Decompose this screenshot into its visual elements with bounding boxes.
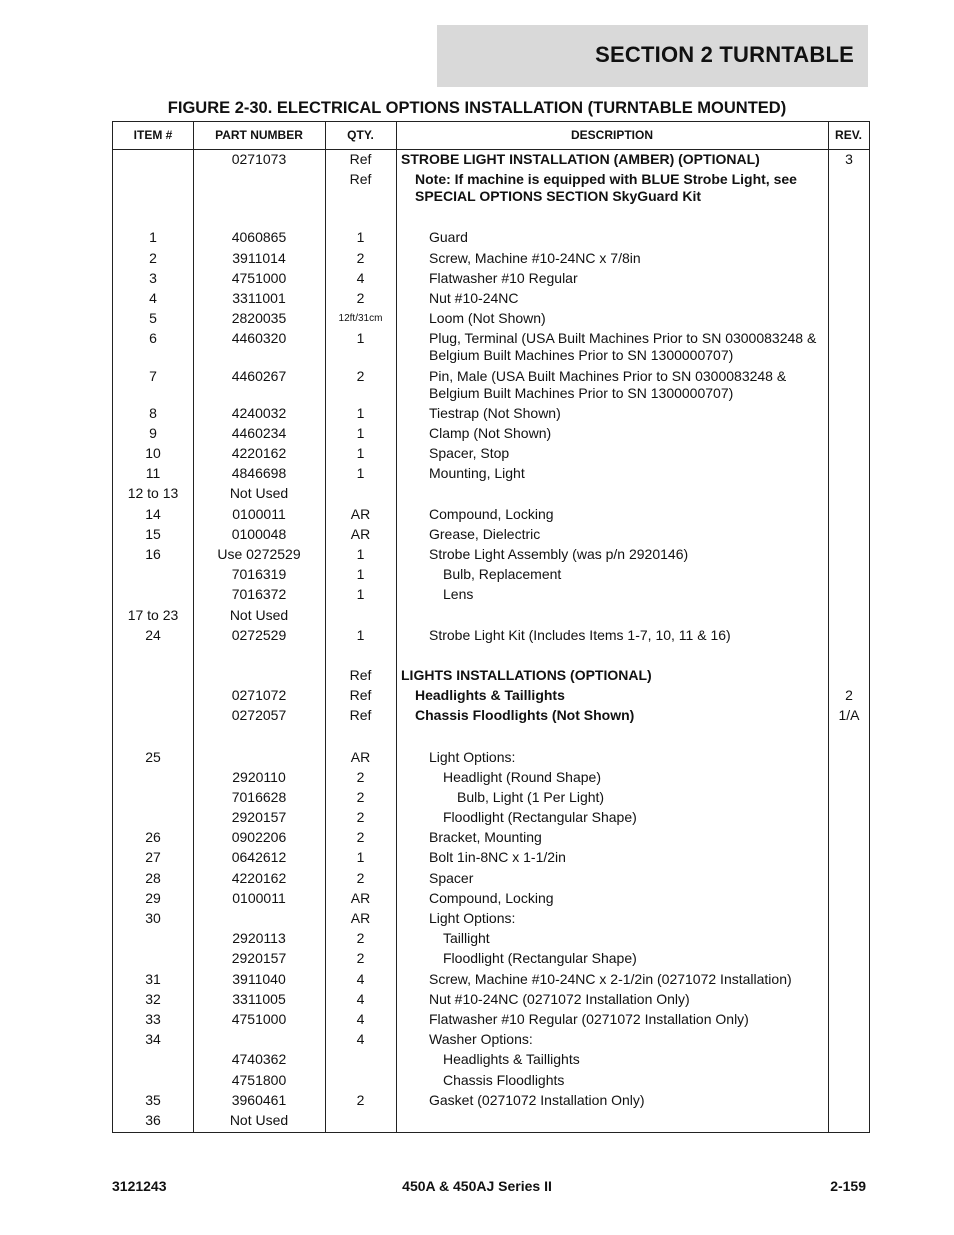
table-row: [113, 707, 869, 748]
cell-item: 31: [145, 970, 161, 987]
cell-item: 3: [149, 269, 157, 286]
section-title: SECTION 2 TURNTABLE: [595, 42, 854, 67]
cell-description: Screw, Machine #10-24NC x 7/8in: [429, 249, 641, 266]
cell-qty: 2: [356, 829, 365, 846]
cell-item: 33: [145, 1010, 161, 1027]
cell-item: 11: [145, 465, 161, 482]
cell-description: Plug, Terminal (USA Built Machines Prior to SN 0300083248 & Belgium Built Machines Prior to SN 1300000707): [429, 330, 817, 364]
cell-qty: Ref: [349, 666, 372, 683]
cell-description: Clamp (Not Shown): [429, 424, 552, 441]
cell-item: 32: [145, 990, 161, 1007]
table-row: [113, 546, 869, 566]
cell-rev: 3: [845, 151, 853, 167]
header-item: ITEM #: [133, 128, 173, 142]
cell-part-number: 3911040: [232, 970, 286, 987]
table-row: [113, 405, 869, 425]
cell-qty: 1: [356, 424, 365, 441]
table-row: [113, 368, 869, 405]
cell-qty: 2: [356, 768, 365, 785]
cell-description: LIGHTS INSTALLATIONS (OPTIONAL): [401, 666, 652, 683]
cell-description: STROBE LIGHT INSTALLATION (AMBER) (OPTIONAL): [401, 151, 760, 167]
header-part-number: PART NUMBER: [215, 128, 303, 142]
cell-item: 30: [145, 910, 161, 926]
cell-description: Gasket (0271072 Installation Only): [429, 1091, 645, 1108]
cell-part-number: 4846698: [231, 465, 287, 482]
cell-description: Screw, Machine #10-24NC x 2-1/2in (0271072 Installation): [429, 970, 792, 987]
cell-description: Bulb, Replacement: [443, 566, 562, 583]
table-row: [113, 1072, 869, 1092]
table-row: [113, 687, 869, 707]
table-row: [113, 991, 869, 1011]
cell-part-number: 7016319: [231, 566, 287, 583]
cell-item: 15: [145, 525, 161, 542]
cell-item: 36: [145, 1111, 161, 1128]
cell-item: 8: [149, 404, 157, 421]
cell-part-number: 0100011: [232, 889, 286, 906]
footer-model: 450A & 450AJ Series II: [402, 1178, 552, 1194]
cell-description: Compound, Locking: [429, 505, 554, 522]
cell-part-number: Not Used: [229, 485, 289, 502]
cell-qty: 4: [356, 970, 365, 987]
cell-qty: AR: [350, 910, 371, 926]
cell-part-number: Not Used: [229, 606, 289, 623]
table-row: [113, 1051, 869, 1071]
cell-qty: 1: [356, 404, 365, 421]
cell-description: Flatwasher #10 Regular (0271072 Installation Only): [429, 1010, 749, 1027]
cell-part-number: 0100048: [231, 525, 287, 542]
table-row: [113, 829, 869, 849]
cell-item: 12 to 13: [127, 485, 179, 502]
table-row: [113, 910, 869, 930]
cell-qty: 4: [356, 269, 365, 286]
cell-description: Flatwasher #10 Regular: [429, 269, 578, 286]
table-row: [113, 465, 869, 485]
table-row: [113, 1011, 869, 1031]
figure-title: FIGURE 2-30. ELECTRICAL OPTIONS INSTALLATION (TURNTABLE MOUNTED): [167, 99, 787, 117]
cell-part-number: 2920157: [231, 809, 287, 826]
cell-part-number: 0271073: [231, 151, 287, 167]
cell-qty: AR: [350, 889, 371, 906]
cell-description: Grease, Dielectric: [429, 525, 541, 542]
cell-description: Washer Options:: [429, 1031, 533, 1048]
cell-description: Spacer: [429, 869, 474, 886]
cell-qty: 2: [356, 930, 365, 947]
cell-item: 4: [149, 289, 157, 306]
footer-page-number: 2-159: [830, 1178, 866, 1194]
table-row: [113, 526, 869, 546]
cell-item: 25: [145, 748, 161, 765]
cell-part-number: 0100011: [232, 505, 286, 522]
table-row: [113, 809, 869, 829]
table-row: [113, 849, 869, 869]
cell-qty: Ref: [349, 687, 372, 704]
table-row: [113, 950, 869, 970]
table-row: [113, 290, 869, 310]
cell-qty: 2: [356, 950, 365, 967]
cell-part-number: 0902206: [231, 829, 287, 846]
cell-qty: 2: [356, 788, 365, 805]
cell-part-number: 4740362: [231, 1051, 287, 1068]
cell-description: Compound, Locking: [429, 889, 554, 906]
cell-part-number: 0271072: [231, 687, 287, 704]
cell-item: 16: [145, 546, 161, 562]
table-row: [113, 890, 869, 910]
cell-item: 14: [145, 505, 161, 522]
cell-item: 28: [145, 869, 161, 886]
cell-description: Floodlight (Rectangular Shape): [443, 950, 637, 967]
cell-description: Headlights & Taillights: [443, 1051, 580, 1068]
cell-description: Bolt 1in-8NC x 1-1/2in: [429, 849, 566, 866]
header-description: DESCRIPTION: [570, 128, 653, 142]
table-row: [113, 270, 869, 290]
cell-rev: 2: [845, 687, 853, 704]
cell-qty: 2: [356, 289, 365, 306]
table-row: [113, 789, 869, 809]
cell-part-number: 3311001: [232, 289, 286, 306]
cell-qty: 2: [356, 809, 365, 826]
cell-item: 34: [145, 1031, 161, 1048]
cell-item: 27: [145, 849, 161, 866]
table-row: [113, 566, 869, 586]
cell-qty: 4: [356, 1031, 365, 1048]
cell-qty: AR: [350, 748, 371, 765]
cell-part-number: 7016372: [231, 586, 287, 603]
cell-item: 7: [149, 367, 157, 384]
cell-qty: 1: [356, 626, 365, 643]
cell-description: Tiestrap (Not Shown): [429, 404, 561, 421]
table-row: [113, 1031, 869, 1051]
cell-description: Nut #10-24NC (0271072 Installation Only): [429, 990, 690, 1007]
table-row: [113, 749, 869, 769]
cell-qty: 12ft/31cm: [338, 313, 383, 325]
cell-item: 5: [149, 310, 157, 327]
cell-part-number: 4240032: [231, 404, 287, 421]
cell-qty: 1: [356, 465, 365, 482]
cell-qty: 2: [356, 869, 365, 886]
footer-doc-number: 3121243: [112, 1178, 167, 1194]
table-row: [113, 171, 869, 229]
header-qty: QTY.: [347, 128, 374, 142]
cell-qty: 4: [356, 990, 365, 1007]
table-row: [113, 1112, 869, 1132]
cell-part-number: 4751000: [231, 1010, 287, 1027]
cell-part-number: 2920113: [232, 930, 286, 947]
cell-item: 9: [149, 424, 157, 441]
section-header: [437, 25, 868, 87]
cell-part-number: 2920110: [232, 768, 286, 785]
cell-description: Taillight: [443, 930, 490, 947]
header-rev: REV.: [835, 128, 862, 142]
table-body: [113, 151, 869, 1132]
cell-part-number: 7016628: [231, 788, 287, 805]
cell-qty: AR: [350, 525, 371, 542]
cell-item: 2: [149, 249, 157, 266]
table-row: [113, 250, 869, 270]
cell-description: Headlights & Taillights: [415, 687, 565, 704]
cell-part-number: 4460320: [231, 330, 287, 347]
cell-item: 1: [149, 229, 157, 246]
cell-description: Mounting, Light: [429, 465, 525, 482]
table-row: [113, 1092, 869, 1112]
cell-description: Strobe Light Assembly (was p/n 2920146): [429, 546, 689, 562]
table-row: [113, 769, 869, 789]
cell-qty: 4: [356, 1010, 365, 1027]
cell-description: Bracket, Mounting: [429, 829, 542, 846]
cell-qty: 1: [356, 566, 365, 583]
cell-item: 29: [145, 889, 161, 906]
cell-part-number: 2820035: [231, 310, 287, 327]
cell-qty: Ref: [349, 707, 372, 724]
cell-item: 35: [145, 1091, 161, 1108]
cell-item: 6: [149, 330, 157, 347]
cell-part-number: 4060865: [231, 229, 287, 246]
cell-qty: 1: [356, 586, 365, 603]
table-row: [113, 445, 869, 465]
table-row: [113, 425, 869, 445]
table-row: [113, 607, 869, 627]
cell-description: Floodlight (Rectangular Shape): [443, 809, 637, 826]
cell-description: Loom (Not Shown): [429, 310, 546, 327]
cell-description: Bulb, Light (1 Per Light): [457, 788, 605, 805]
cell-part-number: 4220162: [231, 869, 287, 886]
cell-part-number: Use 0272529: [217, 546, 301, 562]
cell-qty: 1: [356, 229, 365, 246]
cell-part-number: 0272057: [231, 707, 287, 724]
cell-part-number: 0642612: [231, 849, 287, 866]
cell-part-number: Not Used: [229, 1111, 289, 1128]
cell-item: 26: [145, 829, 161, 846]
table-row: [113, 971, 869, 991]
cell-qty: 1: [356, 445, 365, 462]
cell-description: Guard: [429, 229, 468, 246]
cell-part-number: 3911014: [232, 249, 286, 266]
cell-qty: 2: [356, 1091, 365, 1108]
cell-qty: Ref: [349, 171, 372, 188]
table-row: [113, 627, 869, 667]
cell-qty: 1: [356, 849, 365, 866]
cell-item: 24: [145, 626, 161, 643]
table-row: [113, 310, 869, 330]
table-row: [113, 330, 869, 367]
cell-part-number: 4751000: [231, 269, 287, 286]
cell-part-number: 3311005: [232, 990, 286, 1007]
cell-description: Light Options:: [429, 910, 516, 926]
cell-description: Nut #10-24NC: [429, 289, 519, 306]
cell-item: 17 to 23: [127, 606, 179, 623]
cell-description: Note: If machine is equipped with BLUE Strobe Light, see SPECIAL OPTIONS SECTION SkyGuard Kit: [415, 171, 797, 205]
cell-qty: Ref: [349, 151, 372, 167]
table-row: [113, 667, 869, 687]
cell-rev: 1/A: [838, 707, 860, 724]
table-row: [113, 229, 869, 249]
cell-part-number: 4751800: [231, 1071, 287, 1088]
table-row: [113, 870, 869, 890]
cell-description: Spacer, Stop: [429, 445, 510, 462]
parts-table: [112, 121, 870, 1133]
cell-part-number: 4460267: [231, 367, 287, 384]
cell-description: Headlight (Round Shape): [443, 768, 601, 785]
table-row: [113, 506, 869, 526]
cell-description: Strobe Light Kit (Includes Items 1-7, 10, 11 & 16): [429, 626, 731, 643]
cell-description: Lens: [443, 586, 474, 603]
header-divider: [113, 149, 869, 150]
table-row: [113, 485, 869, 505]
cell-qty: 2: [356, 249, 365, 266]
cell-part-number: 3960461: [231, 1091, 287, 1108]
cell-description: Light Options:: [429, 748, 516, 765]
table-row: [113, 930, 869, 950]
cell-item: 10: [145, 445, 161, 462]
table-row: [113, 586, 869, 606]
cell-qty: 2: [356, 367, 365, 384]
cell-qty: AR: [350, 505, 371, 522]
cell-description: Chassis Floodlights (Not Shown): [415, 707, 635, 724]
cell-part-number: 2920157: [231, 950, 287, 967]
table-row: [113, 151, 869, 171]
cell-part-number: 4460234: [231, 424, 287, 441]
cell-description: Chassis Floodlights: [443, 1071, 565, 1088]
cell-description: Pin, Male (USA Built Machines Prior to SN 0300083248 & Belgium Built Machines Prior to SN 1300000707): [429, 367, 787, 401]
cell-part-number: 0272529: [231, 626, 287, 643]
cell-part-number: 4220162: [231, 445, 287, 462]
cell-qty: 1: [356, 546, 365, 562]
cell-qty: 1: [356, 330, 365, 347]
